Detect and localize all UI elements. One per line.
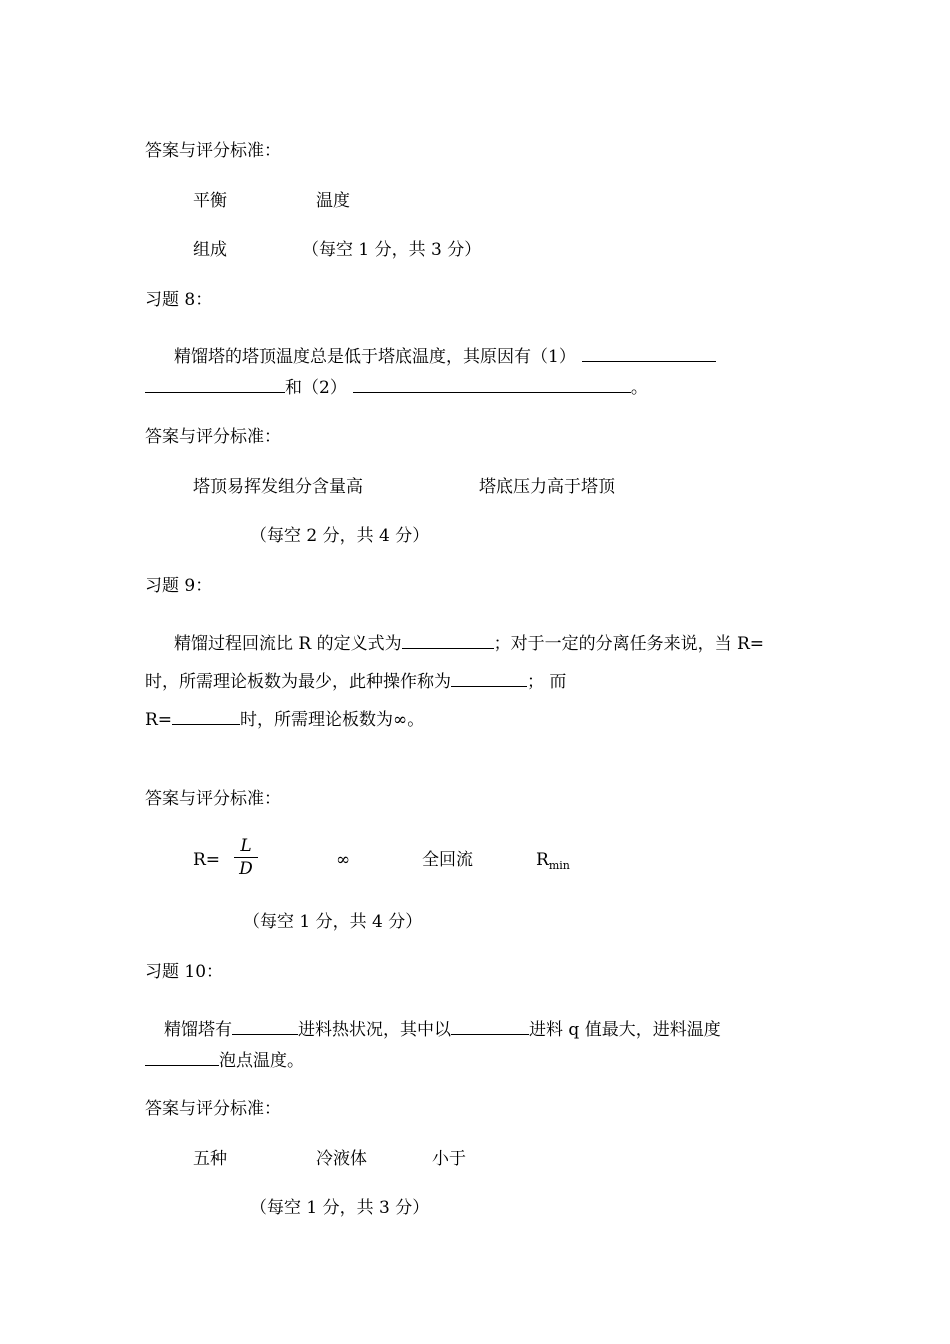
question-text: [145, 376, 648, 399]
question-text: [174, 345, 716, 368]
score-note: （每空 1 分，共 3 分）: [302, 240, 482, 260]
answer-3: 小于: [432, 1149, 466, 1169]
answer-2: 冷液体: [316, 1149, 367, 1169]
question-text-part: 进料热状况，其中以: [298, 1020, 451, 1040]
question-text-part: 精馏过程回流比 R 的定义式为: [174, 634, 402, 654]
answer-blank: [451, 1018, 529, 1035]
answer-blank: [582, 345, 716, 362]
question-text-part: 精馏塔的塔顶温度总是低于塔底温度，其原因有（1）: [174, 347, 576, 367]
fraction-numerator: L: [240, 836, 252, 856]
question-text-part: 精馏塔有: [164, 1020, 232, 1040]
question-text: [164, 1018, 721, 1041]
answer-blank: [232, 1018, 298, 1035]
question-title: 习题 8：: [145, 290, 213, 310]
answer-3: 组成: [193, 240, 227, 260]
rmin-subscript: min: [548, 859, 570, 872]
answer-2: 塔底压力高于塔顶: [479, 477, 615, 497]
answer-heading: 答案与评分标准：: [145, 427, 281, 447]
question-text-part: ； 而: [527, 672, 567, 692]
question-text-part: R=: [145, 710, 173, 730]
answer-2: 温度: [316, 191, 350, 211]
answer-blank: [353, 376, 631, 393]
question-text-part: 泡点温度。: [219, 1051, 304, 1071]
answer-r-label: R=: [193, 850, 221, 870]
question-text-part: 时，所需理论板数为最少，此种操作称为: [145, 672, 451, 692]
fraction-l-over-d: [234, 836, 258, 879]
fraction-bar: [234, 857, 258, 858]
answer-heading: 答案与评分标准：: [145, 141, 281, 161]
answer-total-reflux: 全回流: [422, 850, 473, 870]
score-note: （每空 1 分，共 4 分）: [243, 912, 423, 932]
rmin-symbol: R: [536, 850, 549, 870]
answer-1: 平衡: [193, 191, 227, 211]
question-text: [145, 708, 424, 731]
answer-blank: [451, 670, 527, 687]
answer-rmin: [536, 849, 570, 877]
answer-blank: [402, 632, 494, 649]
score-note: （每空 2 分，共 4 分）: [250, 526, 430, 546]
question-title: 习题 9：: [145, 576, 213, 596]
answer-heading: 答案与评分标准：: [145, 1099, 281, 1119]
fraction-denominator: D: [239, 859, 253, 879]
question-text: [174, 632, 764, 655]
answer-blank: [145, 1049, 219, 1066]
question-text-part: 和（2）: [285, 378, 347, 398]
answer-1: 塔顶易挥发组分含量高: [193, 477, 363, 497]
answer-infinity: ∞: [336, 850, 351, 870]
score-note: （每空 1 分，共 3 分）: [250, 1198, 430, 1218]
question-text-part: ；对于一定的分离任务来说，当 R=: [493, 634, 765, 654]
question-text-part: 进料 q 值最大，进料温度: [529, 1020, 721, 1040]
answer-heading: 答案与评分标准：: [145, 789, 281, 809]
answer-1: 五种: [193, 1149, 227, 1169]
answer-blank: [172, 708, 240, 725]
question-title: 习题 10：: [145, 962, 224, 982]
answer-blank: [145, 376, 285, 393]
question-text: [145, 1049, 304, 1072]
question-text: [145, 670, 566, 693]
question-text-part: 时，所需理论板数为∞。: [240, 710, 425, 730]
question-text-part: 。: [630, 378, 648, 398]
